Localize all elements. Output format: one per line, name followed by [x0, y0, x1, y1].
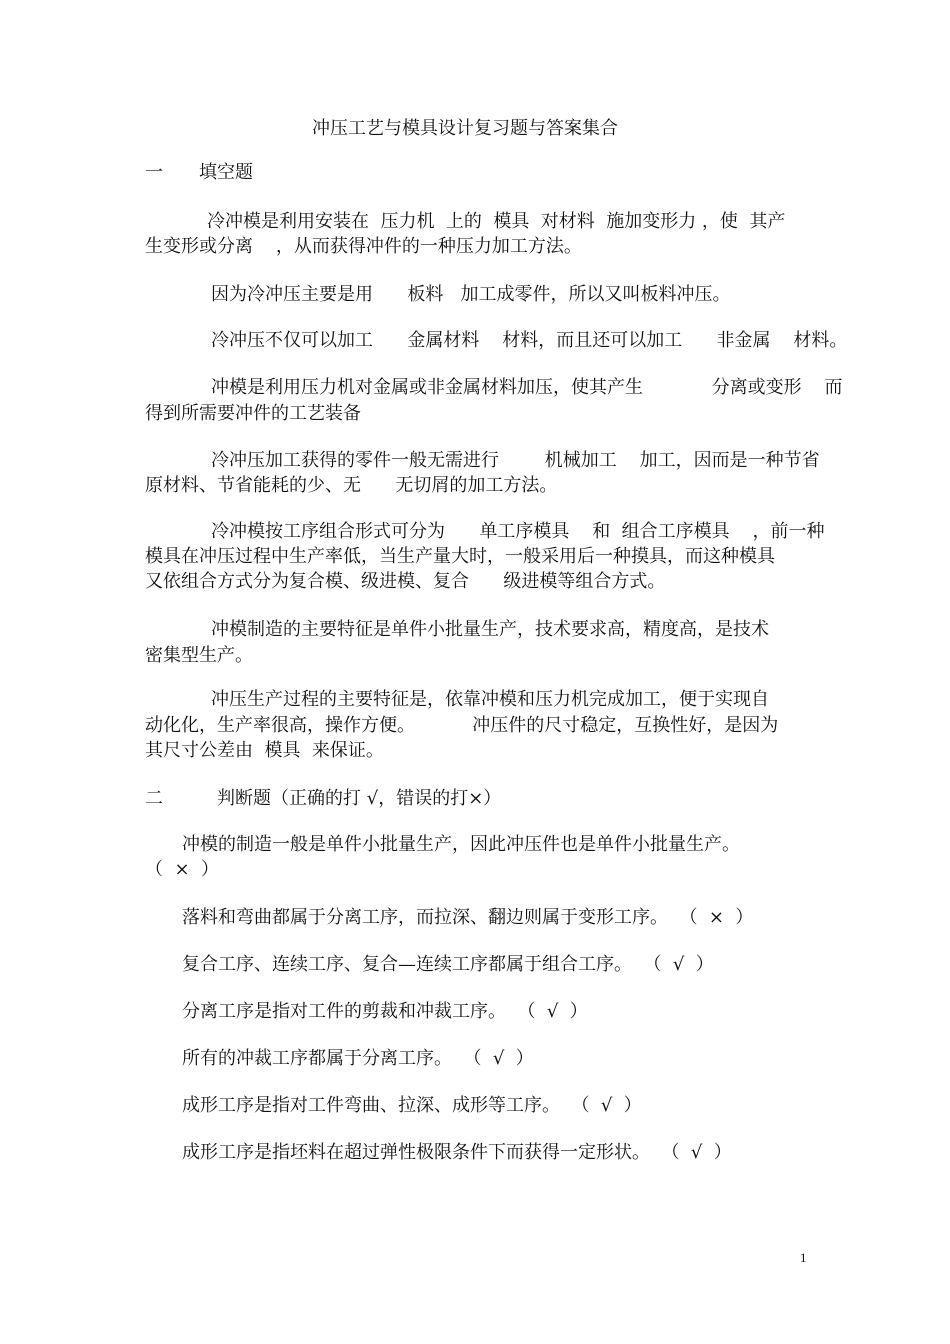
section-heading-fill-in: 一 填空题 — [145, 162, 253, 183]
judgment-item: 成形工序是指对工件弯曲、拉深、成形等工序。 （ √ ） — [182, 1095, 642, 1116]
paragraph-line: 冲模是利用压力机对金属或非金属材料加压，使其产生 分离或变形 而 — [211, 377, 843, 398]
paragraph-line: 冲压生产过程的主要特征是，依靠冲模和压力机完成加工，便于实现自 — [211, 689, 769, 710]
document-title: 冲压工艺与模具设计复习题与答案集合 — [312, 118, 618, 139]
paragraph-line: 冷冲模按工序组合形式可分为 单工序模具 和 组合工序模具 ，前一种 — [211, 521, 825, 542]
paragraph-line: 动化化，生产率很高，操作方便。 冲压件的尺寸稳定，互换性好，是因为 — [145, 715, 779, 736]
judgment-item: 成形工序是指坯料在超过弹性极限条件下而获得一定形状。 （ √ ） — [182, 1142, 732, 1163]
paragraph-line: 得到所需要冲件的工艺装备 — [145, 403, 361, 424]
judgment-item: 分离工序是指对工件的剪裁和冲裁工序。 （ √ ） — [182, 1001, 588, 1022]
paragraph-line: 模具在冲压过程中生产率低，当生产量大时，一般采用后一种摸具，而这种模具 — [145, 546, 775, 567]
paragraph-line: 又依组合方式分为复合模、级进模、复合 级进模等组合方式。 — [145, 571, 666, 592]
section-heading-true-false: 二 判断题（正确的打 √，错误的打×） — [145, 788, 502, 809]
paragraph-line: 冷冲模是利用安装在 压力机 上的 模具 对材料 施加变形力 ，使 其产 — [207, 211, 786, 232]
paragraph-line: 冲模制造的主要特征是单件小批量生产，技术要求高，精度高，是技术 — [211, 619, 769, 640]
judgment-item: 复合工序、连续工序、复合—连续工序都属于组合工序。 （ √ ） — [182, 954, 714, 975]
page-number: 1 — [800, 1250, 807, 1265]
judgment-item: 冲模的制造一般是单件小批量生产，因此冲压件也是单件小批量生产。 — [182, 834, 740, 855]
paragraph-line: 密集型生产。 — [145, 645, 253, 666]
paragraph-line: 生变形或分离 ，从而获得冲件的一种压力加工方法。 — [145, 236, 582, 257]
paragraph-line: 冷冲压不仅可以加工 金属材料 材料，而且还可以加工 非金属 材料。 — [211, 330, 848, 351]
judgment-item: 落料和弯曲都属于分离工序，而拉深、翻边则属于变形工序。 （ × ） — [182, 907, 754, 928]
paragraph-line: 其尺寸公差由 模具 来保证。 — [145, 740, 384, 761]
judgment-answer: （ × ） — [145, 859, 219, 880]
paragraph-line: 冷冲压加工获得的零件一般无需进行 机械加工 加工，因而是一种节省 — [211, 450, 820, 471]
paragraph-line: 原材料、节省能耗的少、无 无切屑的加工方法。 — [145, 475, 558, 496]
judgment-item: 所有的冲裁工序都属于分离工序。 （ √ ） — [182, 1048, 534, 1069]
paragraph-line: 因为冷冲压主要是用 板料 加工成零件，所以又叫板料冲压。 — [211, 284, 731, 305]
